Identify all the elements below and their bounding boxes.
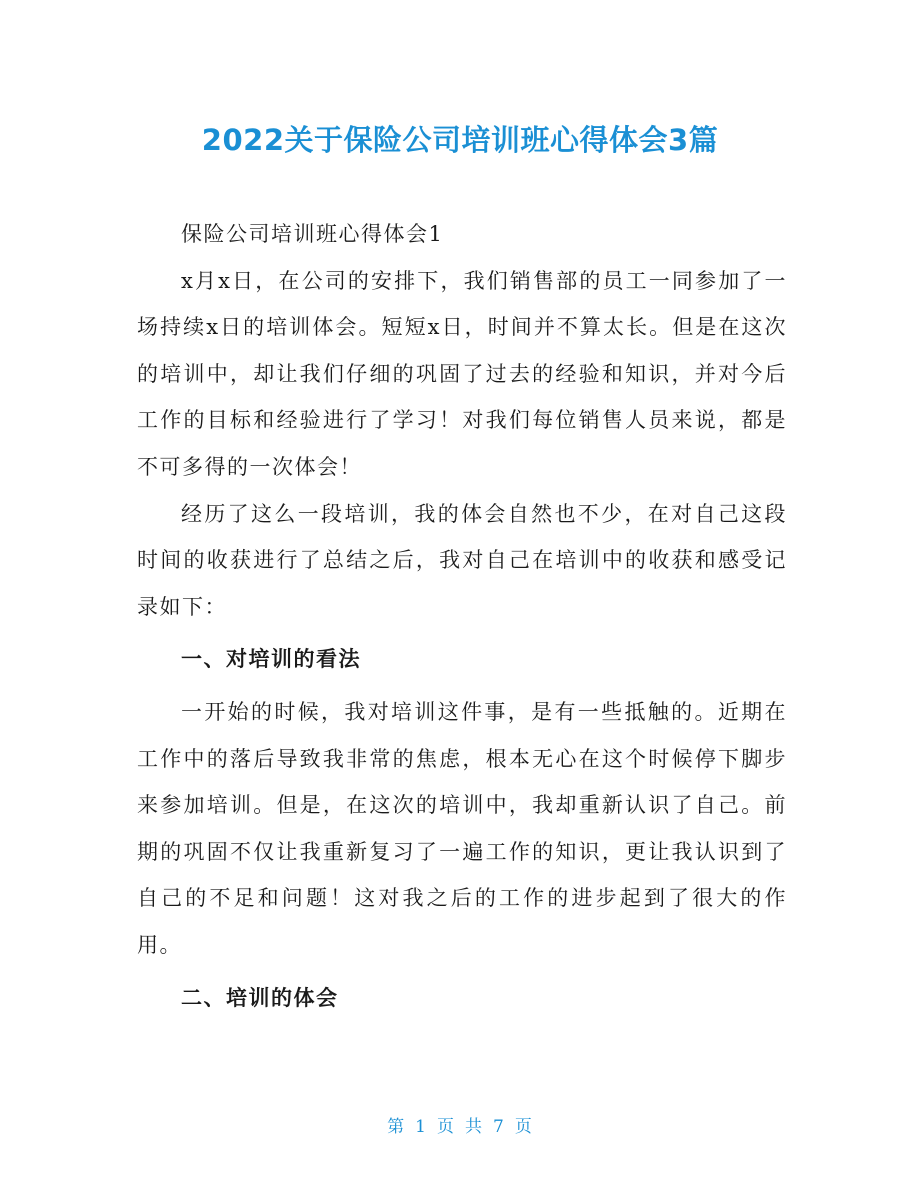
paragraph-2: 经历了这么一段培训，我的体会自然也不少，在对自己这段时间的收获进行了总结之后，我对自己在培训中的收获和感受记录如下： [137,501,787,619]
footer-prefix: 第 [387,1117,406,1137]
footer-current-page: 1 [415,1117,427,1137]
heading-2: 二、培训的体会 [181,984,339,1010]
footer-suffix: 页 [514,1117,533,1137]
paragraph-3: 一开始的时候，我对培训这件事，是有一些抵触的。近期在工作中的落后导致我非常的焦虑，根本无心在这个时候停下脚步来参加培训。但是，在这次的培训中，我却重新认识了自己。前期的巩固不仅让我重新复习了一遍工作的知识，更让我认识到了自己的不足和问题！这对我之后的工作的进步起到了很大的作用。 [137,699,787,957]
page-footer [0,1112,920,1137]
paragraph-1: x月x日，在公司的安排下，我们销售部的员工一同参加了一场持续x日的培训体会。短短x日，时间并不算太长。但是在这次的培训中，却让我们仔细的巩固了过去的经验和知识，并对今后工作的目标和经验进行了学习！对我们每位销售人员来说，都是不可多得的一次体会！ [137,268,787,479]
footer-total-word: 共 [465,1117,483,1137]
footer-page-word: 页 [437,1117,455,1137]
heading-1: 一、对培训的看法 [181,646,361,672]
section-label: 保险公司培训班心得体会1 [181,222,444,246]
document-title: 2022关于保险公司培训班心得体会3篇 [201,123,719,157]
footer-total-pages: 7 [493,1117,505,1137]
document-body [137,211,787,1021]
